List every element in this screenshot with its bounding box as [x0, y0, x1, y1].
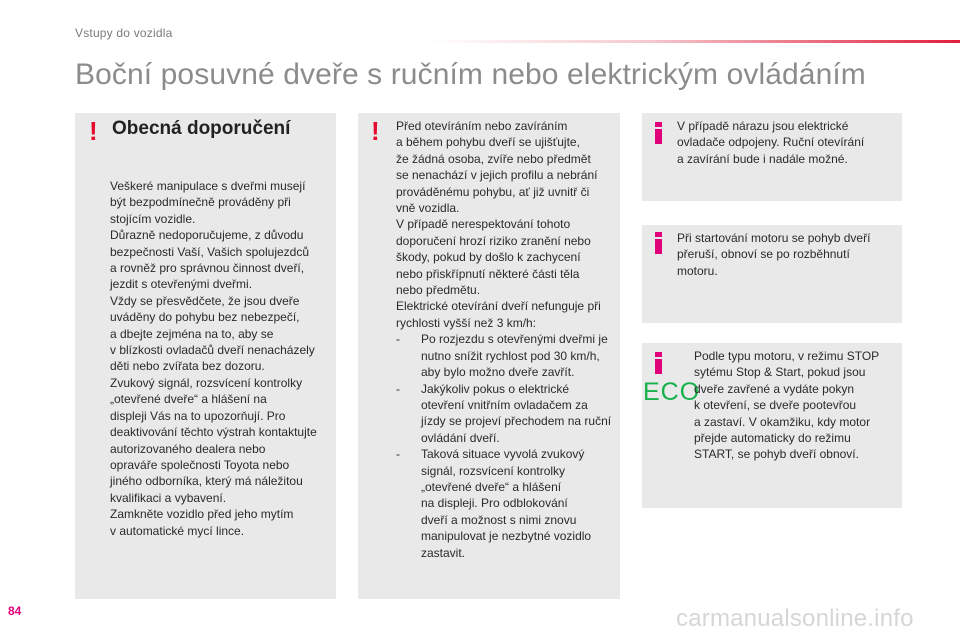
text-line: vně vozidla. [396, 201, 460, 216]
text-line: „otevřené dveře“ a hlášení na [110, 392, 267, 407]
text-line: být bezpodmínečně prováděny při [110, 195, 291, 210]
text-line: manipulovat je nezbytné vozidlo [421, 529, 592, 544]
text-line: škody, pokud by došlo k zachycení [396, 250, 581, 265]
text-line: nebo předmětu. [396, 283, 481, 298]
text-line: motoru. [677, 263, 718, 278]
text-line: opraváře společnosti Toyota nebo [110, 457, 290, 472]
bullet-dash: - [396, 381, 400, 396]
text-line: Po rozjezdu s otevřenými dveřmi je [421, 332, 608, 347]
text-line: a rovněž pro správnou činnost dveří, [110, 261, 305, 276]
warning-icon: ! [371, 116, 380, 146]
text-line: a zastaví. V okamžiku, kdy motor [694, 414, 871, 429]
safety-warning-text [396, 118, 618, 561]
info-text-stop-start [694, 348, 899, 463]
info-icon [655, 122, 662, 144]
text-line: a dbejte zejména na to, aby se [110, 326, 274, 341]
text-line: Elektrické otevírání dveří nefunguje při [396, 299, 601, 314]
text-line: Jakýkoliv pokus o elektrické [421, 381, 570, 396]
text-line: Vždy se přesvědčete, že jsou dveře [110, 293, 300, 308]
info-icon [655, 352, 662, 374]
text-line: deaktivování těchto výstrah kontaktujte [110, 425, 317, 440]
text-line: Podle typu motoru, v režimu STOP [694, 349, 880, 363]
text-line: v blízkosti ovladačů dveří nenacházely [110, 343, 315, 358]
text-line: zastavit. [421, 545, 466, 560]
text-line: prováděnému pohybu, ať již uvnitř či [396, 184, 590, 199]
text-line: Před otevíráním nebo zavíráním [396, 119, 568, 133]
text-line: displeji Vás na to upozorňují. Pro [110, 408, 286, 423]
text-line: aby bylo možno dveře zavřít. [421, 365, 575, 380]
info-text-engine-start [677, 230, 899, 279]
bullet-item [396, 446, 618, 561]
section-heading: Obecná doporučení [112, 118, 291, 139]
text-line: doporučení hrozí riziko zranění nebo [396, 233, 591, 248]
text-line: autorizovaného dealera nebo [110, 441, 266, 456]
text-line: sytému Stop & Start, pokud jsou [694, 365, 866, 380]
text-line: Zvukový signál, rozsvícení kontrolky [110, 375, 303, 390]
text-line: Zamkněte vozidlo před jeho mytím [110, 507, 294, 522]
text-line: jiného odborníka, který má náležitou [110, 474, 303, 489]
text-line: se nenachází v jejich profilu a nebrání [396, 168, 598, 183]
text-line: Taková situace vyvolá zvukový [421, 447, 585, 462]
text-line: ovládání dveří. [421, 430, 500, 445]
text-line: Při startování motoru se pohyb dveří [677, 231, 871, 245]
bullet-item [396, 381, 618, 447]
text-line: otevření vnitřním ovladačem za [421, 397, 588, 412]
text-line: nutno snížit rychlost pod 30 km/h, [421, 348, 600, 363]
text-line: dveří a možnost s nimi znovu [421, 512, 577, 527]
text-line: V případě nárazu jsou elektrické [677, 119, 849, 133]
page-title: Boční posuvné dveře s ručním nebo elektrickým ovládáním [75, 58, 866, 91]
page-number: 84 [8, 604, 22, 618]
text-line: a zavírání bude i nadále možné. [677, 151, 848, 166]
text-line: jezdit s otevřenými dveřmi. [110, 277, 253, 292]
text-line: bezpečnosti Vaší, Vašich spolujezdců [110, 244, 310, 259]
text-line: kvalifikaci a vybavení. [110, 490, 227, 505]
warning-icon: ! [89, 116, 98, 146]
text-line: stojícím vozidle. [110, 211, 196, 226]
watermark: carmanualsonline.info [676, 605, 914, 632]
text-line: dveře zavřené a vydáte pokyn [694, 381, 855, 396]
text-line: k otevření, se dveře pootevřou [694, 398, 857, 413]
text-line: rychlosti vyšší než 3 km/h: [396, 315, 537, 330]
bullet-dash: - [396, 447, 400, 462]
info-icon [655, 232, 662, 254]
text-line: Veškeré manipulace s dveřmi musejí [110, 179, 306, 193]
info-text-collision [677, 118, 899, 167]
header-rule [75, 40, 960, 43]
bullet-item [396, 331, 618, 380]
text-line: nebo přiskřípnutí některé části těla [396, 266, 580, 281]
text-line: V případě nerespektování tohoto [396, 217, 571, 232]
text-line: na displeji. Pro odblokování [421, 496, 568, 511]
text-line: že žádná osoba, zvíře nebo předmět [396, 151, 591, 166]
bullet-dash: - [396, 332, 400, 347]
text-line: jízdy se projeví přechodem na ruční [421, 414, 612, 429]
general-recommendations-text [110, 178, 332, 539]
text-line: uváděny do pohybu bez nebezpečí, [110, 310, 300, 325]
text-line: signál, rozsvícení kontrolky [421, 463, 566, 478]
text-line: přeruší, obnoví se po rozběhnutí [677, 247, 850, 262]
text-line: ovladače odpojeny. Ruční otevírání [677, 135, 865, 150]
text-line: START, se pohyb dveří obnoví. [694, 447, 859, 462]
eco-logo: ECO [643, 378, 701, 406]
text-line: v automatické mycí lince. [110, 523, 245, 538]
text-line: děti nebo zvířata bez dozoru. [110, 359, 265, 374]
text-line: Důrazně nedoporučujeme, z důvodu [110, 228, 304, 243]
text-line: a během pohybu dveří se ujišťujte, [396, 135, 580, 150]
text-line: „otevřené dveře“ a hlášení [421, 479, 562, 494]
running-header: Vstupy do vozidla [75, 26, 173, 40]
text-line: přejde automaticky do režimu [694, 431, 851, 446]
